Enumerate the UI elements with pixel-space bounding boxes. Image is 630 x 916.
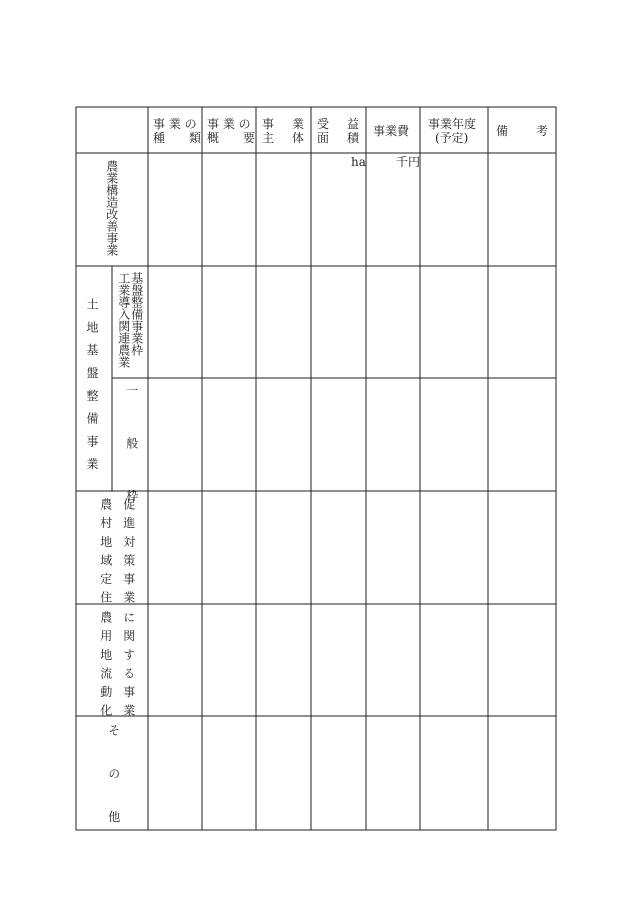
header-type-line1: 事 業 の [153,117,197,131]
header-area-line1 [317,117,359,132]
header-overview-line1: 事 業 の [207,117,251,131]
header-subject-line1 [262,117,304,132]
row-label-structural-improvement: 農業構造改善事業 [104,160,119,256]
header-area-char: 積 [346,131,359,145]
row-label-liquidity-col1: に関する事業 [121,611,136,723]
header-remarks-char: 考 [535,124,548,138]
row-label-other: そ の 他 [106,724,121,832]
header-subject-char: 主 [262,131,275,145]
row-label-industry-col1: 基盤整備事業枠 [129,272,144,356]
unit-area: ha [351,155,366,169]
row-group-land-improvement: 土地基盤整備事業 [85,298,99,481]
header-remarks-char: 備 [496,124,509,138]
header-area-char: 受 [317,117,330,131]
row-label-general-frame: 一 般 枠 [124,384,139,516]
row-label-settlement-col1: 促進対策事業 [121,498,136,610]
unit-cost: 千円 [396,155,421,169]
header-subject-line2 [262,131,304,146]
row-label-liquidity-col2: 農用地流動化 [98,611,113,723]
row-label-industry-col2: 工業導入関連農業 [116,272,131,368]
header-type-line2: 種 類 [153,131,202,145]
header-year-line1: 事業年度 [428,117,477,131]
header-area-char: 面 [317,131,330,145]
header-area-char: 益 [346,117,359,131]
header-area-line2 [317,131,359,146]
row-label-settlement-col2: 農村地域定住 [98,498,113,610]
header-cost: 事業費 [373,124,410,138]
header-year-line2: (予定) [435,131,469,145]
header-subject-char: 業 [291,117,304,131]
header-remarks [496,124,548,139]
header-overview-line2: 概 要 [207,131,256,145]
header-subject-char: 事 [262,117,275,131]
header-subject-char: 体 [291,131,304,145]
